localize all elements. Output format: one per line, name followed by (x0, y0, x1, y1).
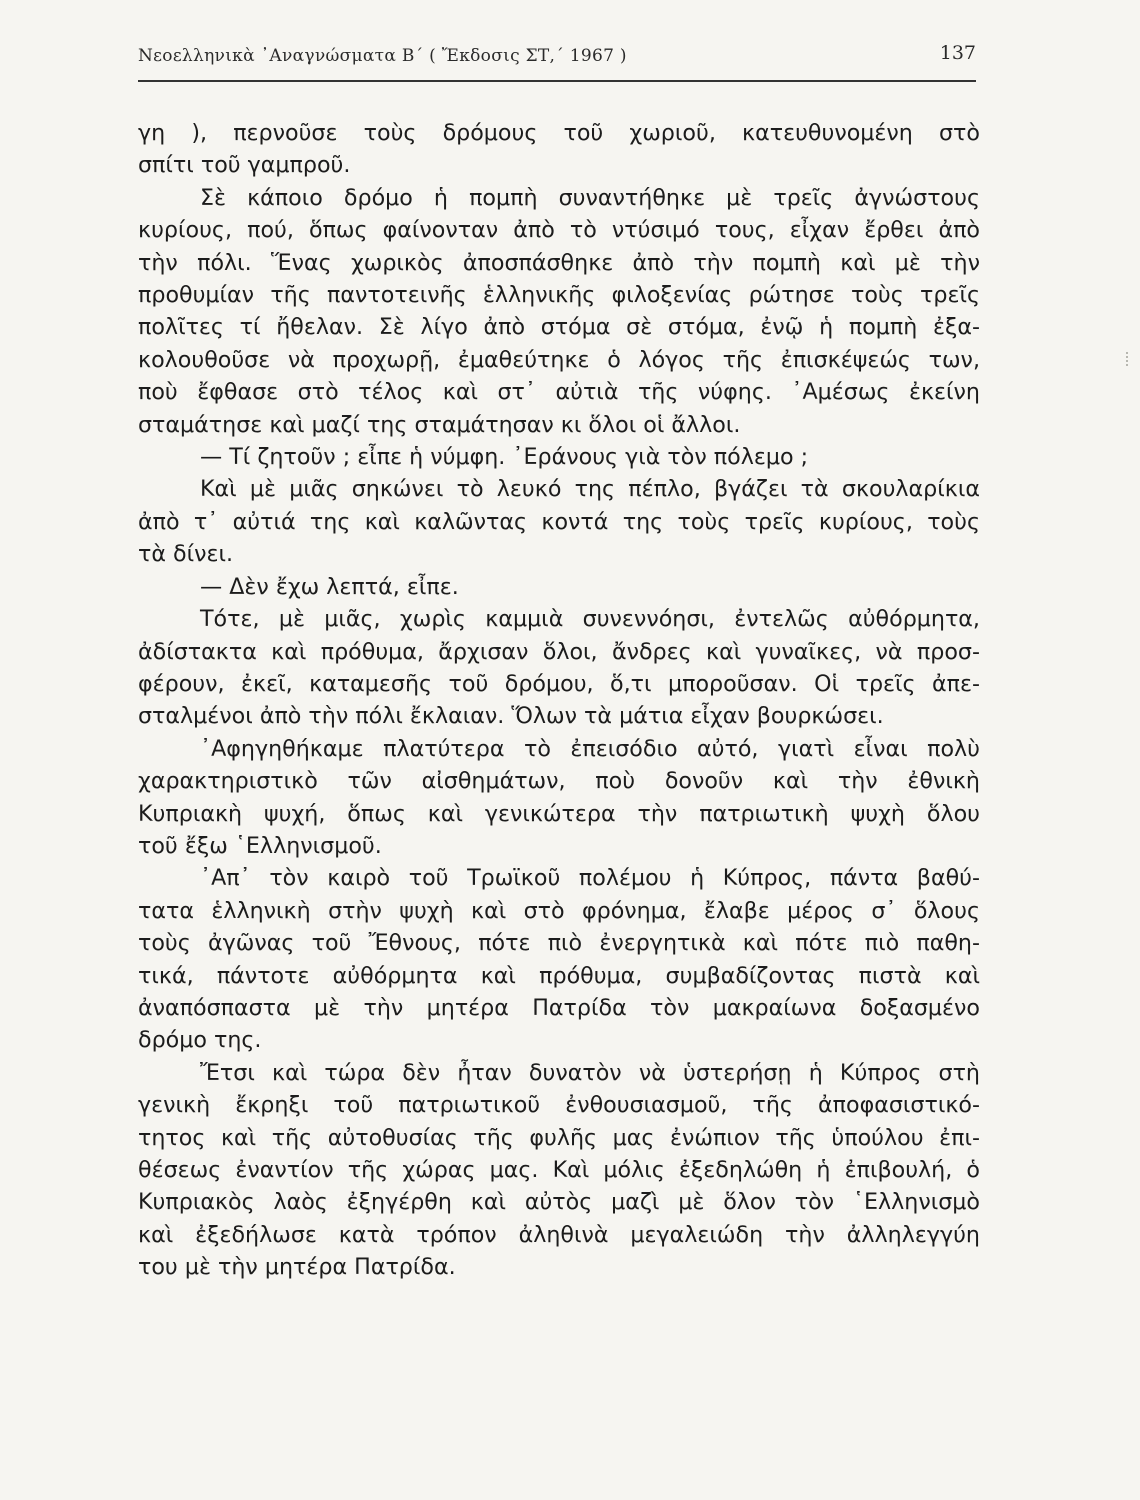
paragraph (138, 1057, 980, 1284)
text-line: χαρακτηριστικὸ τῶν αἰσθημάτων, ποὺ δονοῦν καὶ τὴν ἐθνικὴ (138, 768, 980, 795)
text-line: — Τί ζητοῦν ; εἶπε ἡ νύμφη. ᾿Εράνους γιὰ τὸν πόλεμο ; (200, 444, 809, 471)
paragraph (138, 733, 980, 863)
text-line: τοὺς ἀγῶνας τοῦ Ἔθνους, πότε πιὸ ἐνεργητικὰ καὶ πότε πιὸ παθη- (138, 930, 980, 957)
text-line: σπίτι τοῦ γαμπροῦ. (138, 152, 351, 179)
text-line: ἀπὸ τ᾿ αὐτιά της καὶ καλῶντας κοντά της τοὺς τρεῖς κυρίους, τοὺς (138, 508, 980, 535)
text-line: Καὶ μὲ μιᾶς σηκώνει τὸ λευκό της πέπλο, βγάζει τὰ σκουλαρίκια (200, 476, 980, 503)
paragraph (138, 473, 980, 570)
text-line: καὶ ἐξεδήλωσε κατὰ τρόπον ἀληθινὰ μεγαλειώδη τὴν ἀλληλεγγύη (138, 1221, 980, 1248)
text-line: σταμάτησε καὶ μαζί της σταμάτησαν κι ὅλοι οἱ ἄλλοι. (138, 411, 741, 438)
text-line: ἀδίστακτα καὶ πρόθυμα, ἄρχισαν ὅλοι, ἄνδρες καὶ γυναῖκες, νὰ προσ- (138, 638, 980, 665)
text-line: Κυπριακὴ ψυχή, ὅπως καὶ γενικώτερα τὴν πατριωτικὴ ψυχὴ ὅλου (138, 800, 980, 827)
text-line: ᾿Απ᾿ τὸν καιρὸ τοῦ Τρωϊκοῦ πολέμου ἡ Κύπρος, πάντα βαθύ- (200, 865, 980, 892)
paragraph (138, 182, 980, 441)
text-line: θέσεως ἐναντίον τῆς χώρας μας. Καὶ μόλις ἐξεδηλώθη ἡ ἐπιβουλή, ὁ (138, 1157, 980, 1183)
text-line: ἀναπόσπαστα μὲ τὴν μητέρα Πατρίδα τὸν μακραίωνα δοξασμένο (138, 994, 980, 1021)
paragraph (138, 862, 980, 1056)
text-line: τὴν πόλι. Ἕνας χωρικὸς ἀποσπάσθηκε ἀπὸ τὴν πομπὴ καὶ μὲ τὴν (138, 249, 980, 276)
text-line: Κυπριακὸς λαὸς ἐξηγέρθη καὶ αὐτὸς μαζὶ μὲ ὅλον τὸν ῾Ελληνισμὸ (138, 1189, 980, 1216)
paragraph (138, 117, 980, 182)
paragraph (138, 441, 980, 473)
header-rule (138, 80, 976, 82)
page-number: 137 (939, 42, 976, 64)
text-line: προθυμίαν τῆς παντοτεινῆς ἑλληνικῆς φιλοξενίας ρώτησε τοὺς τρεῖς (138, 282, 980, 309)
page-header (138, 42, 978, 78)
text-line: του μὲ τὴν μητέρα Πατρίδα. (138, 1254, 456, 1281)
text-line: πολῖτες τί ἤθελαν. Σὲ λίγο ἀπὸ στόμα σὲ στόμα, ἐνῷ ἡ πομπὴ ἐξα- (138, 314, 980, 341)
text-line: τατα ἑλληνικὴ στὴν ψυχὴ καὶ στὸ φρόνημα, ἔλαβε μέρος σ᾿ ὅλους (138, 897, 980, 924)
text-line: δρόμο της. (138, 1027, 262, 1054)
body-text (138, 117, 980, 1284)
text-line: τητος καὶ τῆς αὐτοθυσίας τῆς φυλῆς μας ἐνώπιον τῆς ὑπούλου ἐπι- (138, 1124, 980, 1151)
text-line: φέρουν, ἐκεῖ, καταμεσῆς τοῦ δρόμου, ὅ,τι μποροῦσαν. Οἱ τρεῖς ἀπε- (138, 670, 980, 697)
paragraph (138, 571, 980, 603)
text-line: ᾿Αφηγηθήκαμε πλατύτερα τὸ ἐπεισόδιο αὐτό, γιατὶ εἶναι πολὺ (200, 735, 980, 762)
text-line: τικά, πάντοτε αὐθόρμητα καὶ πρόθυμα, συμβαδίζοντας πιστὰ καὶ (138, 962, 980, 989)
text-line: σταλμένοι ἀπὸ τὴν πόλι ἔκλαιαν. Ὅλων τὰ μάτια εἶχαν βουρκώσει. (138, 703, 884, 730)
text-line: τὰ δίνει. (138, 541, 234, 568)
text-line: τοῦ ἔξω ῾Ελληνισμοῦ. (138, 832, 382, 859)
text-line: κολουθοῦσε νὰ προχωρῇ, ἐμαθεύτηκε ὁ λόγος τῆς ἐπισκέψεώς των, (138, 346, 980, 373)
text-line: κυρίους, πού, ὅπως φαίνονταν ἀπὸ τὸ ντύσιμό τους, εἶχαν ἔρθει ἀπὸ (138, 217, 980, 244)
running-title: Νεοελληνικὰ ᾿Αναγνώσματα Β΄ ( Ἔκδοσις ΣΤ,΄ 1967 ) (138, 46, 627, 66)
text-line: Σὲ κάποιο δρόμο ἡ πομπὴ συναντήθηκε μὲ τρεῖς ἀγνώστους (200, 184, 980, 211)
text-line: Ἔτσι καὶ τώρα δὲν ἦταν δυνατὸν νὰ ὑστερήσῃ ἡ Κύπρος στὴ (200, 1059, 980, 1086)
text-line: ποὺ ἔφθασε στὸ τέλος καὶ στ᾿ αὐτιὰ τῆς νύφης. ᾿Αμέσως ἐκείνη (138, 379, 980, 406)
text-line: — Δὲν ἔχω λεπτά, εἶπε. (200, 573, 459, 600)
paragraph (138, 603, 980, 733)
text-line: γη ), περνοῦσε τοὺς δρόμους τοῦ χωριοῦ, κατευθυνομένη στὸ (138, 120, 980, 146)
text-line: γενικὴ ἔκρηξι τοῦ πατριωτικοῦ ἐνθουσιασμοῦ, τῆς ἀποφασιστικό- (138, 1092, 980, 1119)
scan-speck (1126, 352, 1131, 366)
text-line: Τότε, μὲ μιᾶς, χωρὶς καμμιὰ συνεννόησι, ἐντελῶς αὐθόρμητα, (200, 606, 980, 633)
